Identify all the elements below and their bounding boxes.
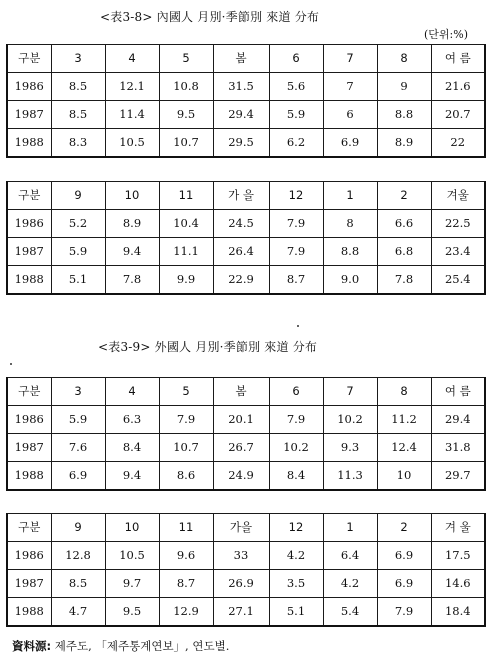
- year-cell: 1986: [7, 542, 51, 570]
- header-cell: 9: [51, 182, 105, 210]
- table2-title: <表3-9> 外國人 月別·季節別 來道 分布: [98, 340, 318, 354]
- value-cell: 9.6: [159, 542, 213, 570]
- header-cell: 5: [159, 45, 213, 73]
- value-cell: 10.8: [159, 73, 213, 101]
- header-cell: 여 름: [431, 45, 485, 73]
- value-cell: 10: [377, 462, 431, 491]
- header-row: [7, 378, 485, 406]
- year-cell: 1988: [7, 598, 51, 627]
- header-cell: 봄: [213, 45, 269, 73]
- year-cell: 1986: [7, 73, 51, 101]
- value-cell: 6.9: [51, 462, 105, 491]
- value-cell: 9.9: [159, 266, 213, 295]
- value-cell: 22.5: [431, 210, 485, 238]
- value-cell: 22.9: [213, 266, 269, 295]
- value-cell: 11.3: [323, 462, 377, 491]
- value-cell: 4.7: [51, 598, 105, 627]
- header-cell: 1: [323, 514, 377, 542]
- year-cell: 1987: [7, 101, 51, 129]
- value-cell: 8.4: [105, 434, 159, 462]
- value-cell: 7.9: [269, 406, 323, 434]
- value-cell: 26.9: [213, 570, 269, 598]
- value-cell: 21.6: [431, 73, 485, 101]
- value-cell: 8.8: [377, 101, 431, 129]
- table-row: [7, 101, 485, 129]
- source-text: 제주도, 「제주통계연보」, 연도별.: [54, 639, 230, 653]
- header-cell: 구분: [7, 182, 51, 210]
- value-cell: 6.9: [377, 542, 431, 570]
- year-cell: 1986: [7, 210, 51, 238]
- value-cell: 5.9: [269, 101, 323, 129]
- header-cell: 10: [105, 514, 159, 542]
- value-cell: 6.9: [323, 129, 377, 158]
- year-cell: 1988: [7, 266, 51, 295]
- value-cell: 23.4: [431, 238, 485, 266]
- table-row: [7, 129, 485, 158]
- header-cell: 11: [159, 182, 213, 210]
- value-cell: 5.9: [51, 406, 105, 434]
- value-cell: 4.2: [323, 570, 377, 598]
- value-cell: 24.9: [213, 462, 269, 491]
- table1-block1: [6, 44, 486, 158]
- value-cell: 10.5: [105, 542, 159, 570]
- header-cell: 9: [51, 514, 105, 542]
- value-cell: 24.5: [213, 210, 269, 238]
- value-cell: 7.9: [377, 598, 431, 627]
- value-cell: 7.9: [269, 238, 323, 266]
- value-cell: 8: [323, 210, 377, 238]
- header-cell: 11: [159, 514, 213, 542]
- value-cell: 9.5: [159, 101, 213, 129]
- value-cell: 25.4: [431, 266, 485, 295]
- table1-title: <表3-8> 內國人 月別·季節別 來道 分布: [100, 10, 320, 24]
- value-cell: 8.5: [51, 73, 105, 101]
- source-note: [12, 638, 229, 654]
- value-cell: 9.4: [105, 238, 159, 266]
- value-cell: 7.9: [269, 210, 323, 238]
- header-cell: 가 을: [213, 182, 269, 210]
- value-cell: 9: [377, 73, 431, 101]
- unit-label: (단위:%): [424, 28, 468, 41]
- header-cell: 2: [377, 182, 431, 210]
- value-cell: 5.6: [269, 73, 323, 101]
- value-cell: 29.4: [213, 101, 269, 129]
- table-row: [7, 73, 485, 101]
- value-cell: 26.4: [213, 238, 269, 266]
- value-cell: 31.5: [213, 73, 269, 101]
- header-cell: 겨 울: [431, 514, 485, 542]
- value-cell: 7.6: [51, 434, 105, 462]
- value-cell: 26.7: [213, 434, 269, 462]
- value-cell: 6.4: [323, 542, 377, 570]
- header-cell: 8: [377, 45, 431, 73]
- header-cell: 6: [269, 378, 323, 406]
- value-cell: 27.1: [213, 598, 269, 627]
- year-cell: 1987: [7, 434, 51, 462]
- table-row: [7, 598, 485, 627]
- scan-speck: [297, 325, 299, 327]
- table2-block2: [6, 513, 486, 627]
- value-cell: 7: [323, 73, 377, 101]
- value-cell: 29.7: [431, 462, 485, 491]
- value-cell: 12.9: [159, 598, 213, 627]
- value-cell: 5.1: [51, 266, 105, 295]
- table-row: [7, 210, 485, 238]
- value-cell: 6: [323, 101, 377, 129]
- value-cell: 29.4: [431, 406, 485, 434]
- table1-block2: [6, 181, 486, 295]
- value-cell: 9.4: [105, 462, 159, 491]
- header-cell: 여 름: [431, 378, 485, 406]
- value-cell: 7.8: [105, 266, 159, 295]
- value-cell: 10.7: [159, 434, 213, 462]
- value-cell: 5.9: [51, 238, 105, 266]
- value-cell: 8.5: [51, 101, 105, 129]
- value-cell: 12.8: [51, 542, 105, 570]
- table-row: [7, 266, 485, 295]
- value-cell: 6.2: [269, 129, 323, 158]
- header-cell: 6: [269, 45, 323, 73]
- value-cell: 33: [213, 542, 269, 570]
- header-cell: 1: [323, 182, 377, 210]
- table-row: [7, 542, 485, 570]
- scan-speck: [10, 363, 12, 365]
- value-cell: 22: [431, 129, 485, 158]
- table-row: [7, 434, 485, 462]
- value-cell: 5.4: [323, 598, 377, 627]
- value-cell: 8.7: [269, 266, 323, 295]
- value-cell: 20.7: [431, 101, 485, 129]
- value-cell: 10.7: [159, 129, 213, 158]
- header-cell: 3: [51, 378, 105, 406]
- header-cell: 3: [51, 45, 105, 73]
- header-row: [7, 514, 485, 542]
- value-cell: 8.9: [377, 129, 431, 158]
- table-row: [7, 570, 485, 598]
- value-cell: 9.3: [323, 434, 377, 462]
- year-cell: 1987: [7, 238, 51, 266]
- header-cell: 가을: [213, 514, 269, 542]
- value-cell: 12.1: [105, 73, 159, 101]
- header-cell: 7: [323, 45, 377, 73]
- header-cell: 12: [269, 514, 323, 542]
- value-cell: 6.3: [105, 406, 159, 434]
- value-cell: 7.9: [159, 406, 213, 434]
- value-cell: 11.2: [377, 406, 431, 434]
- value-cell: 5.2: [51, 210, 105, 238]
- value-cell: 8.5: [51, 570, 105, 598]
- value-cell: 6.6: [377, 210, 431, 238]
- table2-block1: [6, 377, 486, 491]
- header-cell: 겨울: [431, 182, 485, 210]
- value-cell: 8.8: [323, 238, 377, 266]
- value-cell: 8.4: [269, 462, 323, 491]
- value-cell: 12.4: [377, 434, 431, 462]
- header-cell: 4: [105, 45, 159, 73]
- header-cell: 구분: [7, 378, 51, 406]
- value-cell: 9.5: [105, 598, 159, 627]
- header-cell: 구분: [7, 45, 51, 73]
- value-cell: 10.4: [159, 210, 213, 238]
- value-cell: 11.1: [159, 238, 213, 266]
- value-cell: 10.2: [269, 434, 323, 462]
- table-row: [7, 238, 485, 266]
- value-cell: 10.5: [105, 129, 159, 158]
- table-row: [7, 406, 485, 434]
- header-cell: 5: [159, 378, 213, 406]
- value-cell: 31.8: [431, 434, 485, 462]
- value-cell: 20.1: [213, 406, 269, 434]
- header-cell: 7: [323, 378, 377, 406]
- value-cell: 8.6: [159, 462, 213, 491]
- value-cell: 18.4: [431, 598, 485, 627]
- year-cell: 1988: [7, 129, 51, 158]
- header-cell: 10: [105, 182, 159, 210]
- header-cell: 12: [269, 182, 323, 210]
- table-row: [7, 462, 485, 491]
- header-cell: 8: [377, 378, 431, 406]
- value-cell: 10.2: [323, 406, 377, 434]
- value-cell: 9.0: [323, 266, 377, 295]
- header-cell: 4: [105, 378, 159, 406]
- header-cell: 구분: [7, 514, 51, 542]
- header-cell: 2: [377, 514, 431, 542]
- header-cell: 봄: [213, 378, 269, 406]
- value-cell: 29.5: [213, 129, 269, 158]
- source-label: 資料源:: [12, 639, 52, 653]
- year-cell: 1988: [7, 462, 51, 491]
- year-cell: 1987: [7, 570, 51, 598]
- value-cell: 6.8: [377, 238, 431, 266]
- header-row: [7, 182, 485, 210]
- year-cell: 1986: [7, 406, 51, 434]
- header-row: [7, 45, 485, 73]
- value-cell: 9.7: [105, 570, 159, 598]
- value-cell: 3.5: [269, 570, 323, 598]
- value-cell: 8.9: [105, 210, 159, 238]
- value-cell: 17.5: [431, 542, 485, 570]
- value-cell: 6.9: [377, 570, 431, 598]
- value-cell: 5.1: [269, 598, 323, 627]
- value-cell: 11.4: [105, 101, 159, 129]
- value-cell: 8.3: [51, 129, 105, 158]
- value-cell: 4.2: [269, 542, 323, 570]
- value-cell: 7.8: [377, 266, 431, 295]
- value-cell: 8.7: [159, 570, 213, 598]
- value-cell: 14.6: [431, 570, 485, 598]
